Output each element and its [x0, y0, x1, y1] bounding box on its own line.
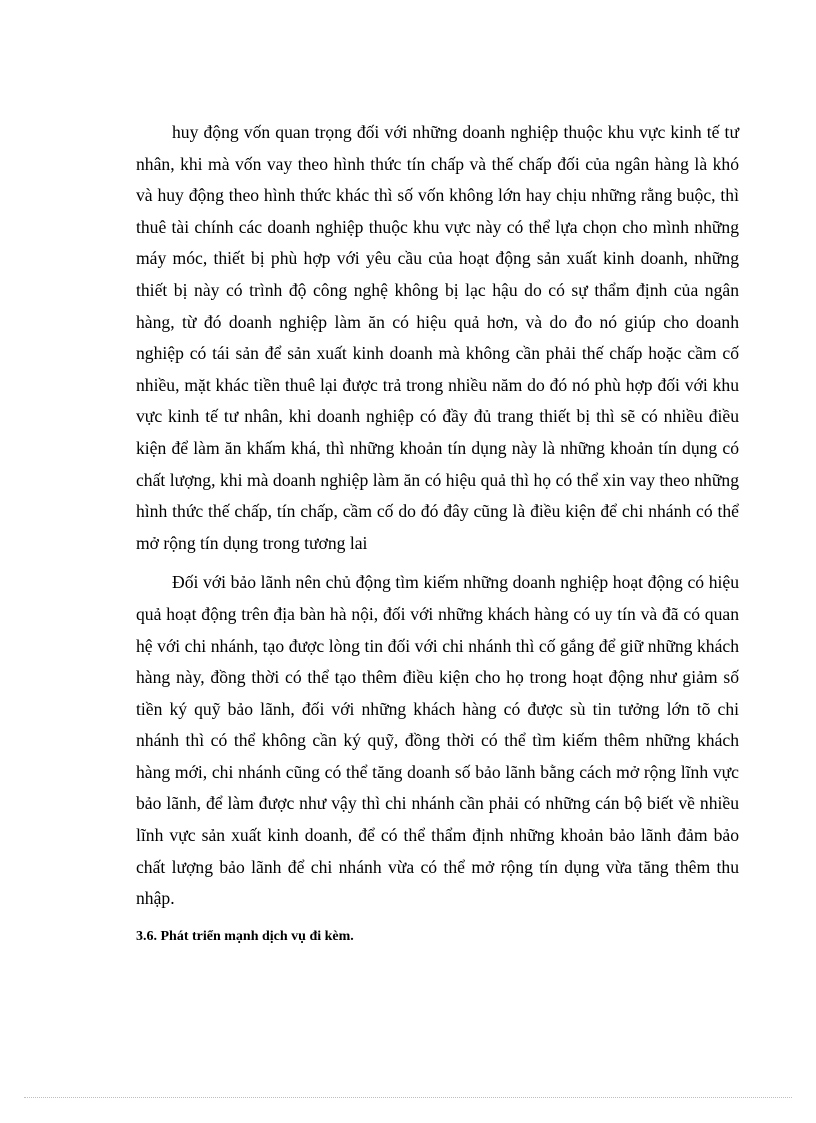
document-body	[136, 117, 739, 950]
paragraph-lease-finance: huy động vốn quan trọng đối với những doanh nghiệp thuộc khu vực kinh tế tư nhân, khi mà vốn vay theo hình thức tín chấp và thế chấp đối của ngân hàng là khó và huy động theo hình thức khác thì số vốn không lớn hay chịu những rằng buộc, thì thuê tài chính các doanh nghiệp thuộc khu vực này có thể lựa chọn cho mình những máy móc, thiết bị phù hợp với yêu cầu của hoạt động sản xuất kinh doanh, những thiết bị này có trình độ công nghệ không bị lạc hậu do có sự thẩm định của ngân hàng, từ đó doanh nghiệp làm ăn có hiệu quả hơn, và do đo nó giúp cho doanh nghiệp có tái sản để sản xuất kinh doanh mà không cần phải thế chấp hoặc cầm cố nhiều, mặt khác tiền thuê lại được trả trong nhiều năm do đó nó phù hợp đối với khu vực kinh tế tư nhân, khi doanh nghiệp có đầy đủ trang thiết bị thì sẽ có nhiều điều kiện để làm ăn khấm khá, thì những khoản tín dụng này là những khoản tín dụng có chất lượng, khi mà doanh nghiệp làm ăn có hiệu quả thì họ có thể xin vay theo những hình thức thế chấp, tín chấp, cầm cố do đó đây cũng là điều kiện để chi nhánh có thể mở rộng tín dụng trong tương lai	[136, 122, 739, 553]
section-heading: 3.6. Phát triển mạnh dịch vụ đi kèm.	[136, 928, 354, 944]
page-bottom-border	[24, 1097, 792, 1098]
paragraph-guarantee: Đối với bảo lãnh nên chủ động tìm kiếm những doanh nghiệp hoạt động có hiệu quả hoạt động trên địa bàn hà nội, đối với những khách hàng có uy tín và đã có quan hệ với chi nhánh, tạo được lòng tin đối với chi nhánh thì cố gắng để giữ những khách hàng này, đồng thời có thể tạo thêm điều kiện cho họ trong hoạt động như giảm số tiền ký quỹ bảo lãnh, đối với những khách hàng có được sù tin tưởng lớn tõ chi nhánh thì có thể không cần ký quỹ, đồng thời có thể tìm kiếm thêm những khách hàng mới, chi nhánh cũng có thể tăng doanh số bảo lãnh bằng cách mở rộng lĩnh vực bảo lãnh, để làm được như vậy thì chi nhánh cần phải có những cán bộ biết về nhiều lĩnh vực sản xuất kinh doanh, để có thể thẩm định những khoản bảo lãnh đảm bảo chất lượng bảo lãnh để chi nhánh vừa có thể mở rộng tín dụng vừa tăng thêm thu nhập.	[136, 572, 739, 909]
